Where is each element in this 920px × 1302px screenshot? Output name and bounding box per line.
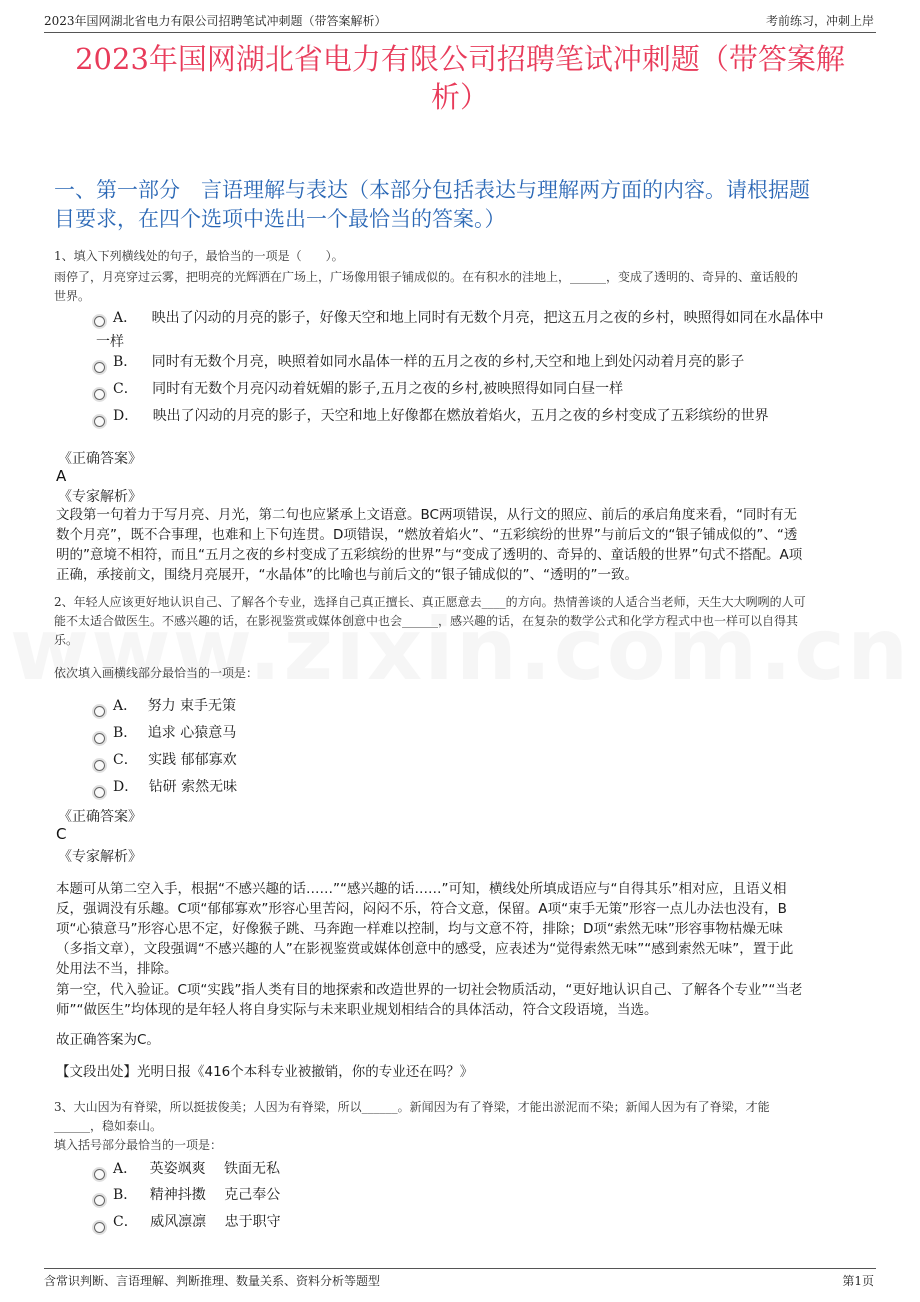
- q2-source: 【文段出处】光明日报《416个本科专业被撤销，你的专业还在吗？》: [56, 1064, 474, 1080]
- q2-option-c[interactable]: [113, 747, 237, 773]
- q1-answer-value: A: [56, 467, 67, 485]
- q2-option-b[interactable]: [113, 720, 236, 746]
- question-2: [54, 593, 874, 650]
- question-2-prompt: 依次填入画横线部分最恰当的一项是：: [54, 666, 259, 680]
- q2-option-c-text: 实践 郁郁寡欢: [148, 752, 237, 768]
- q1-option-c[interactable]: [113, 376, 873, 402]
- section-heading-line-1: 一、第一部分 言语理解与表达（本部分包括表达与理解两方面的内容。请根据题: [54, 178, 810, 202]
- question-3-prompt: 填入括号部分最恰当的一项是：: [54, 1138, 223, 1152]
- q1-option-c-radio[interactable]: [94, 389, 105, 400]
- q2-option-a[interactable]: [113, 693, 236, 719]
- q1-option-a[interactable]: [113, 305, 873, 331]
- q1-analysis-label: 《专家解析》: [58, 489, 142, 505]
- q1-answer-label: 《正确答案》: [58, 451, 142, 467]
- q2-answer-label: 《正确答案》: [58, 809, 142, 825]
- question-3-stem-line-2: ______，稳如泰山。: [54, 1119, 163, 1133]
- q3-option-c-radio[interactable]: [94, 1222, 105, 1233]
- q2-analysis-label: 《专家解析》: [58, 849, 142, 865]
- page-title-line-1: 2023年国网湖北省电力有限公司招聘笔试冲刺题（带答案解: [75, 42, 845, 76]
- q2-analysis-line: 师”“做医生”均体现的是年轻人将自身实际与未来职业规划相结合的具体活动，符合文段语境，当选。: [56, 1002, 658, 1018]
- q1-option-d[interactable]: [113, 403, 873, 429]
- q2-analysis-line: 本题可从第二空入手，根据“不感兴趣的话……”“感兴趣的话……”可知，横线处所填成语应与“自得其乐”相对应，且语义相: [56, 881, 787, 897]
- q1-option-a-text: 映出了闪动的月亮的影子，好像天空和地上同时有无数个月亮，把这五月之夜的乡村，映照得如同在水晶体中: [151, 310, 824, 326]
- section-heading: [54, 176, 864, 234]
- q2-analysis-line: 第一空，代入验证。C项“实践”指人类有目的地探索和改造世界的一切社会物质活动，“更好地认识自己、了解各个专业”“当老: [56, 982, 803, 998]
- section-heading-line-2: 目要求，在四个选项中选出一个最恰当的答案。）: [54, 207, 506, 231]
- q2-conclusion: 故正确答案为C。: [56, 1032, 160, 1048]
- q1-analysis-line: 正确，承接前文，围绕月亮展开，“水晶体”的比喻也与前后文的“银子铺成似的”、“透明的”一致。: [56, 567, 638, 583]
- q3-option-c[interactable]: [113, 1209, 281, 1235]
- q3-option-c-key: C．: [113, 1214, 138, 1230]
- q1-option-c-text: 同时有无数个月亮闪动着妩媚的影子,五月之夜的乡村,被映照得如同白昼一样: [152, 381, 624, 397]
- question-2-stem-line-3: 乐。: [54, 633, 79, 647]
- q2-option-d-radio[interactable]: [94, 787, 105, 798]
- q1-option-a-radio[interactable]: [94, 316, 105, 327]
- q3-option-b-key: B．: [113, 1187, 138, 1203]
- q2-analysis-line: 处用法不当，排除。: [56, 961, 178, 977]
- q2-option-b-text: 追求 心猿意马: [147, 725, 237, 741]
- q2-option-c-key: C．: [113, 752, 138, 768]
- q1-option-b-text: 同时有无数个月亮，映照着如同水晶体一样的五月之夜的乡村,天空和地上到处闪动着月亮的影子: [151, 354, 745, 370]
- q1-option-a-key: A．: [113, 310, 138, 326]
- question-1-stem: 1、填入下列横线处的句子，最恰当的一项是（ ）。: [54, 249, 344, 263]
- header-doc-title: 2023年国网湖北省电力有限公司招聘笔试冲刺题（带答案解析）: [44, 14, 387, 28]
- header-divider: [44, 32, 876, 33]
- q3-option-a-key: A．: [113, 1161, 138, 1177]
- question-2-stem-line-2: 能不太适合做医生。不感兴趣的话，在影视鉴赏或媒体创意中也会______，感兴趣的话，在复杂的数学公式和化学方程式中也一样可以自得其: [54, 614, 799, 628]
- q1-analysis: [56, 505, 876, 585]
- page-title-line-2: 析）: [430, 80, 489, 114]
- q2-analysis-line: 项“心猿意马”形容心思不定，好像猴子跳、马奔跑一样难以控制，均与文意不符，排除；D项“索然无味”形容事物枯燥无味: [56, 921, 783, 937]
- q2-analysis-paragraph-2: [56, 980, 876, 1020]
- q1-analysis-line: 数个月亮”，既不合事理，也难和上下句连贯。D项错误，“燃放着焰火”、“五彩缤纷的世界”与前后文的“银子铺成似的”、“透: [56, 527, 798, 543]
- question-3: [54, 1098, 874, 1155]
- q1-analysis-line: 明的”意境不相符，而且“五月之夜的乡村变成了五彩缤纷的世界”与“变成了透明的、奇异的、童话般的世界”句式不搭配。A项: [56, 547, 803, 563]
- q1-option-a-text-line-2: 一样: [96, 334, 124, 350]
- q3-option-b-text: 精神抖擞 克己奉公: [149, 1187, 281, 1203]
- q3-option-a[interactable]: [113, 1156, 280, 1182]
- q1-option-c-key: C．: [113, 381, 138, 397]
- question-1: [54, 247, 874, 306]
- q3-option-b[interactable]: [113, 1182, 280, 1208]
- question-1-passage-line-1: 雨停了，月亮穿过云雾，把明亮的光辉洒在广场上，广场像用银子铺成似的。在有积水的洼地上，______，变成了透明的、奇异的、童话般的: [54, 270, 799, 284]
- q3-option-b-radio[interactable]: [94, 1195, 105, 1206]
- q2-option-d-key: D．: [113, 779, 139, 795]
- q2-option-b-radio[interactable]: [94, 733, 105, 744]
- q2-analysis-line: 反，强调没有乐趣。C项“郁郁寡欢”形容心里苦闷，闷闷不乐，符合文意，保留。A项“束手无策”形容一点儿办法也没有，B: [56, 901, 787, 917]
- q2-option-a-radio[interactable]: [94, 706, 105, 717]
- q1-option-d-radio[interactable]: [94, 416, 105, 427]
- q2-option-a-text: 努力 束手无策: [147, 698, 237, 714]
- q1-analysis-line: 文段第一句着力于写月亮、月光，第二句也应紧承上文语意。BC两项错误，从行文的照应、前后的承启角度来看，“同时有无: [56, 507, 797, 523]
- q1-option-b[interactable]: [113, 349, 873, 375]
- q3-option-a-text: 英姿飒爽 铁面无私: [149, 1161, 281, 1177]
- page-title: [54, 40, 866, 116]
- q3-option-a-radio[interactable]: [94, 1169, 105, 1180]
- question-2-stem-line-1: 2、年轻人应该更好地认识自己、了解各个专业，选择自己真正擅长、真正愿意去____的方向。热情善谈的人适合当老师，天生大大咧咧的人可: [54, 595, 806, 609]
- footer-page-number: 第1页: [842, 1274, 874, 1288]
- q2-option-c-radio[interactable]: [94, 760, 105, 771]
- q2-option-b-key: B．: [113, 725, 138, 741]
- q2-option-a-key: A．: [113, 698, 138, 714]
- q1-option-d-text: 映出了闪动的月亮的影子，天空和地上好像都在燃放着焰火，五月之夜的乡村变成了五彩缤纷的世界: [152, 408, 769, 424]
- question-1-passage-line-2: 世界。: [54, 289, 91, 303]
- q2-analysis-paragraph-1: [56, 879, 876, 979]
- q2-option-d[interactable]: [113, 774, 237, 800]
- q2-analysis-line: （多指文章），文段强调“不感兴趣的人”在影视鉴赏或媒体创意中的感受，应表述为“觉得索然无味”“感到索然无味”，置于此: [56, 941, 794, 957]
- q1-option-b-key: B．: [113, 354, 138, 370]
- q2-answer-value: C: [56, 825, 67, 843]
- footer-question-types: 含常识判断、言语理解、判断推理、数量关系、资料分析等题型: [44, 1274, 381, 1288]
- q1-option-b-radio[interactable]: [94, 362, 105, 373]
- q1-option-d-key: D．: [113, 408, 139, 424]
- q3-option-c-text: 威风凛凛 忠于职守: [150, 1214, 281, 1230]
- footer-divider: [44, 1268, 876, 1269]
- header-slogan: 考前练习，冲刺上岸: [765, 14, 874, 28]
- question-3-stem-line-1: 3、大山因为有脊梁，所以挺拔俊美；人因为有脊梁，所以______。新闻因为有了脊梁，才能出淤泥而不染；新闻人因为有了脊梁，才能: [54, 1100, 770, 1114]
- q2-option-d-text: 钻研 索然无味: [148, 779, 238, 795]
